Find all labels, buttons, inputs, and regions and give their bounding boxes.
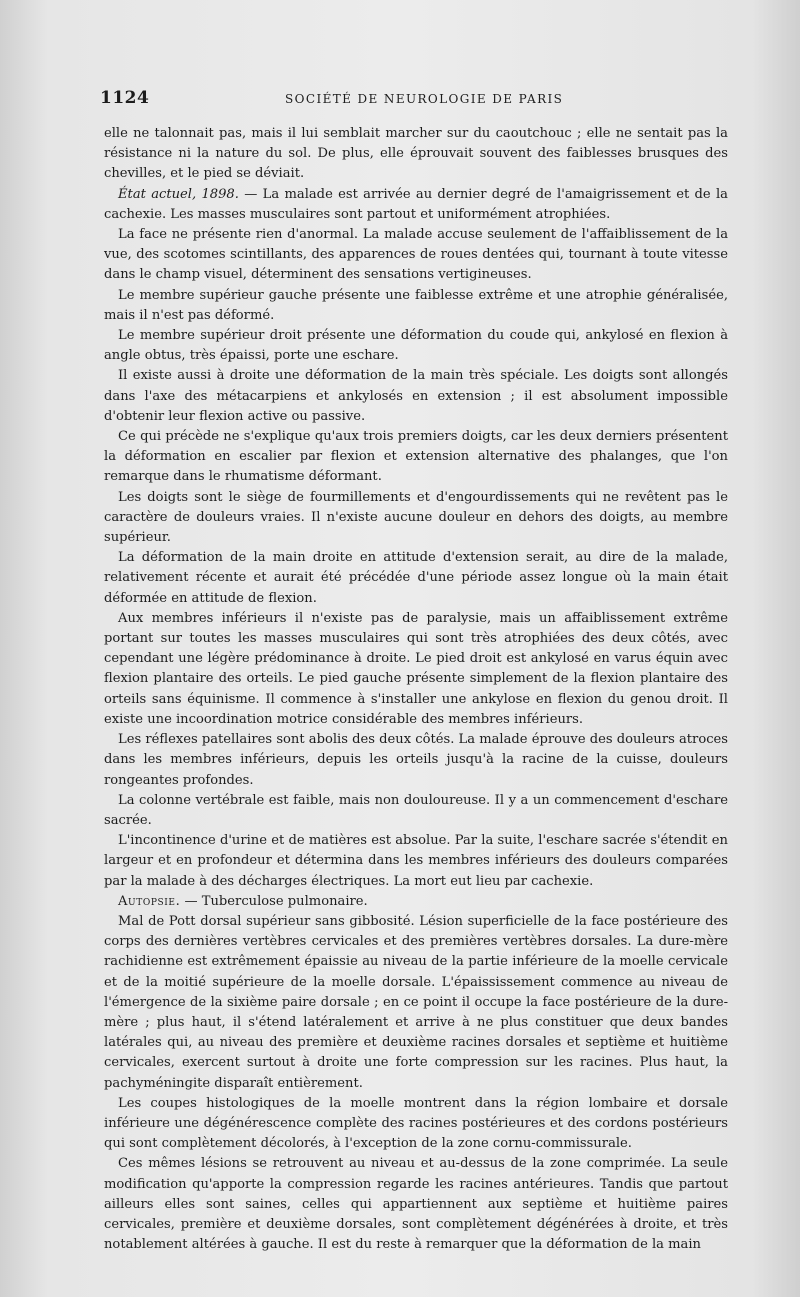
paragraph: Ces mêmes lésions se retrouvent au niveau et au-dessus de la zone comprimée. La seule modification qu'apporte la compression regarde les racines antérieures. Tandis que partout ailleurs elles sont saines, celles qui appartiennent aux septième et huitième paires cervicales, première et deuxième dorsales, sont complètement dégénérées à droite, et très notablement altérées à gauche. Il est du reste à remarquer que la déformation de la main (104, 1156, 728, 1253)
paragraph: État actuel, 1898. — La malade est arrivée au dernier degré de l'amaigrissement et de la cachexie. Les masses musculaires sont partout et uniformément atrophiées. (104, 186, 728, 222)
section-lead: Autopsie. (118, 893, 181, 909)
paragraph: elle ne talonnait pas, mais il lui semblait marcher sur du caoutchouc ; elle ne sentait pas la résistance ni la nature du sol. De plus, elle éprouvait souvent des faiblesses brusques des chevilles, et le pied se déviait. (104, 126, 728, 182)
paragraph: Mal de Pott dorsal supérieur sans gibbosité. Lésion superficielle de la face postérieure des corps des dernières vertèbres cervicales et des premières vertèbres dorsales. La dure-mère rachidienne est extrêmement épaissie au niveau de la partie inférieure de la moelle cervicale et de la moitié supérieure de la moelle dorsale. L'épaississement commence au niveau de l'émergence de la sixième paire dorsale ; en ce point il occupe la face postérieure de la dure-mère ; plus haut, il s'étend latéralement et arrive à ne plus constituer que deux bandes latérales qui, au niveau des première et deuxième racines dorsales et septième et huitième cervicales, exercent surtout à droite une forte compression sur les racines. Plus haut, la pachyméningite disparaît entièrement. (104, 913, 728, 1091)
paragraph: Les doigts sont le siège de fourmillements et d'engourdissements qui ne revêtent pas le caractère de douleurs vraies. Il n'existe aucune douleur en dehors des doigts, au membre supérieur. (104, 489, 728, 546)
paragraph: Autopsie. — Tuberculose pulmonaire. (118, 893, 368, 909)
paragraph: Le membre supérieur droit présente une déformation du coude qui, ankylosé en flexion à angle obtus, très épaissi, porte une eschare. (104, 328, 728, 364)
paragraph: Les réflexes patellaires sont abolis des deux côtés. La malade éprouve des douleurs atroces dans les membres inférieurs, depuis les orteils jusqu'à la racine de la cuisse, douleurs rongeantes profondes. (104, 732, 728, 788)
paragraph: Le membre supérieur gauche présente une faiblesse extrême et une atrophie généralisée, mais il n'est pas déformé. (104, 287, 728, 323)
paragraph: La colonne vertébrale est faible, mais non douloureuse. Il y a un commencement d'eschare sacrée. (104, 792, 728, 828)
page-header (100, 88, 728, 112)
paragraph: La déformation de la main droite en attitude d'extension serait, au dire de la malade, relativement récente et aurait été précédée d'une période assez longue où la main était déformée en attitude de flexion. (104, 550, 728, 606)
paragraph: L'incontinence d'urine et de matières est absolue. Par la suite, l'eschare sacrée s'étendit en largeur et en profondeur et détermina dans les membres inférieurs des douleurs comparées par la malade à des décharges électriques. La mort eut lieu par cachexie. (104, 833, 728, 889)
paragraph: Aux membres inférieurs il n'existe pas de paralysie, mais un affaiblissement extrême portant sur toutes les masses musculaires qui sont très atrophiées des deux côtés, avec cependant une légère prédominance à droite. Le pied droit est ankylosé en varus équin avec flexion plantaire des orteils. Le pied gauche présente simplement de la flexion plantaire des orteils sans équinisme. Il commence à s'installer une ankylose en flexion du genou droit. Il existe une incoordination motrice considérable des membres inférieurs. (104, 610, 728, 727)
page-number: 1124 (100, 88, 150, 108)
running-head: SOCIÉTÉ DE NEUROLOGIE DE PARIS (285, 92, 564, 106)
body-text (104, 124, 728, 1255)
paragraph: La face ne présente rien d'anormal. La malade accuse seulement de l'affaiblissement de la vue, des scotomes scintillants, des apparences de roues dentées qui, tournant à toute vitesse dans le champ visuel, déterminent des sensations vertigineuses. (104, 227, 728, 283)
paragraph: Il existe aussi à droite une déformation de la main très spéciale. Les doigts sont allongés dans l'axe des métacarpiens et ankylosés en extension ; il est absolument impossible d'obtenir leur flexion active ou passive. (104, 368, 728, 424)
paragraph: Ce qui précède ne s'explique qu'aux trois premiers doigts, car les deux derniers présentent la déformation en escalier par flexion et extension alternative des phalanges, que l'on remarque dans le rhumatisme déformant. (104, 429, 728, 485)
paragraph: Les coupes histologiques de la moelle montrent dans la région lombaire et dorsale inférieure une dégénérescence complète des racines postérieures et des cordons postérieurs qui sont complètement décolorés, à l'exception de la zone cornu-commissurale. (104, 1095, 728, 1152)
section-lead: État actuel, 1898. (118, 186, 239, 202)
